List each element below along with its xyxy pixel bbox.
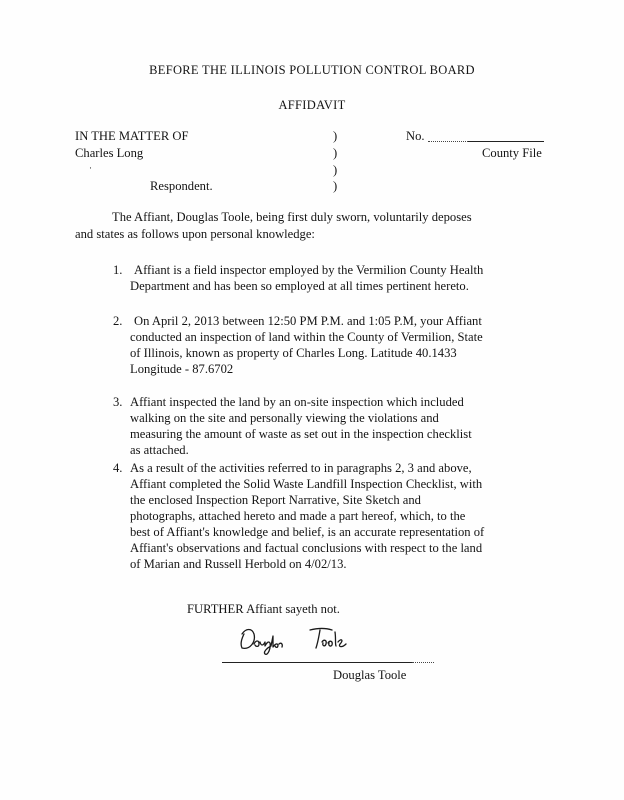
item-line: as attached.: [130, 443, 189, 457]
county-file-label: County File: [482, 146, 542, 160]
intro-line: The Affiant, Douglas Toole, being first duly sworn, voluntarily deposes: [112, 210, 472, 224]
case-number-label: No.: [406, 129, 425, 143]
case-number-line: [468, 141, 544, 142]
item-line: of Marian and Russell Herbold on 4/02/13.: [130, 557, 347, 571]
caption-paren: ): [333, 129, 338, 143]
case-number-blank: [428, 141, 468, 142]
item-line: conducted an inspection of land within the County of Vermilion, State: [130, 330, 483, 344]
signature-line-dots: [412, 662, 434, 663]
item-line: Longitude - 87.6702: [130, 362, 234, 376]
item-line: Affiant inspected the land by an on-site inspection which included: [130, 395, 464, 409]
closing-statement: FURTHER Affiant sayeth not.: [187, 602, 340, 616]
intro-line: and states as follows upon personal knowledge:: [75, 227, 315, 241]
item-number: 3.: [113, 395, 123, 409]
item-number: 2.: [113, 314, 123, 328]
item-line: Department and has been so employed at all times pertinent hereto.: [130, 279, 469, 293]
caption-paren: ): [333, 179, 338, 193]
matter-label: IN THE MATTER OF: [75, 129, 189, 143]
item-line: As a result of the activities referred to in paragraphs 2, 3 and above,: [130, 461, 472, 475]
handwritten-signature: [232, 622, 362, 667]
caption-paren: ): [333, 146, 338, 160]
respondent-label: Respondent.: [150, 179, 213, 193]
item-line: On April 2, 2013 between 12:50 PM P.M. and 1:05 P.M, your Affiant: [134, 314, 482, 328]
item-line: best of Affiant's knowledge and belief, is an accurate representation of: [130, 525, 485, 539]
item-line: Affiant's observations and factual conclusions with respect to the land: [130, 541, 483, 555]
document-title: AFFIDAVIT: [278, 98, 346, 112]
caption-paren: ): [333, 163, 338, 177]
party-name: Charles Long: [75, 146, 144, 160]
item-number: 4.: [113, 461, 123, 475]
board-heading: BEFORE THE ILLINOIS POLLUTION CONTROL BOARD: [149, 63, 475, 77]
item-line: the enclosed Inspection Report Narrative, Site Sketch and: [130, 493, 421, 507]
signer-name: Douglas Toole: [333, 668, 407, 682]
item-line: measuring the amount of waste as set out in the inspection checklist: [130, 427, 472, 441]
item-line: Affiant completed the Solid Waste Landfill Inspection Checklist, with: [130, 477, 483, 491]
item-line: photographs, attached hereto and made a part hereof, which, to the: [130, 509, 466, 523]
item-line: of Illinois, known as property of Charles Long. Latitude 40.1433: [130, 346, 457, 360]
item-line: walking on the site and personally viewing the violations and: [130, 411, 439, 425]
item-line: Affiant is a field inspector employed by the Vermilion County Health: [134, 263, 484, 277]
stray-mark: ·: [89, 163, 92, 173]
signature-line: [222, 662, 412, 663]
item-number: 1.: [113, 263, 123, 277]
